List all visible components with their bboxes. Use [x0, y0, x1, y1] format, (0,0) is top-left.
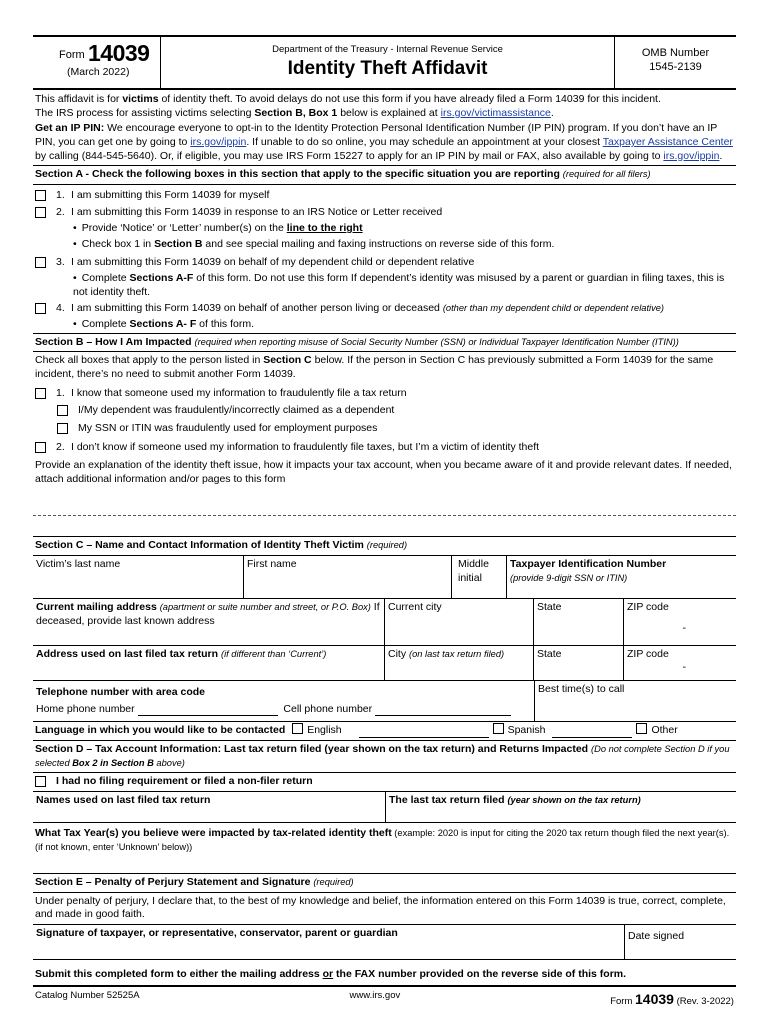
bullet-bold: Sections A- F: [129, 317, 197, 330]
first-name-label: First name: [247, 558, 297, 571]
checkbox-english[interactable]: [292, 723, 303, 734]
checkbox-other[interactable]: [636, 723, 647, 734]
item-text: I am submitting this Form 14039 in response to an IRS Notice or Letter received: [71, 206, 443, 219]
section-d-note: above): [153, 757, 185, 768]
ippin-text: We encourage everyone to opt-in to the Identity Protection Personal Identification Number (IP PIN) program. If you don’t have an IP PIN, you can get one by going to: [35, 122, 718, 148]
department: Department of the Treasury - Internal Revenue Service: [272, 44, 503, 55]
catalog-number: Catalog Number 52525A: [35, 989, 140, 1001]
form-word: Form: [59, 49, 85, 61]
language-line: [359, 737, 489, 738]
last-filed-note: (year shown on the tax return): [507, 794, 641, 805]
section-d-title: Section D – Tax Account Information: Last tax return filed (year shown on the tax return) and Returns Impacted: [35, 743, 589, 756]
zip2-label: ZIP code: [627, 648, 669, 661]
intro-bold: Section B, Box 1: [254, 106, 338, 119]
item-number: 1.: [56, 386, 65, 399]
names-used-row: [33, 792, 736, 823]
item-text: I know that someone used my information to fraudulently file a tax return: [71, 386, 407, 399]
last-address-row: [33, 646, 736, 681]
last-address-note: (if different than ‘Current’): [220, 649, 327, 660]
signature-row: [33, 925, 736, 960]
section-b-title: Section B – How I Am Impacted: [35, 335, 192, 348]
state-field[interactable]: [534, 599, 624, 645]
middle-initial-label: Middle initial: [458, 558, 489, 584]
bullet: [73, 318, 736, 332]
state-label: State: [537, 601, 562, 614]
city-field[interactable]: [385, 599, 534, 645]
item-text: My SSN or ITIN was fraudulently used for employment purposes: [78, 421, 378, 434]
city2-note: (on last tax return filed): [409, 649, 505, 660]
section-c-title: Section C – Name and Contact Information of Identity Theft Victim: [35, 539, 364, 552]
item-text: I don’t know if someone used my information to fraudulently file taxes, but I’m a victim of identity theft: [71, 441, 540, 454]
section-e-note: (required): [313, 876, 354, 887]
footer-rev: (Rev. 3-2022): [676, 995, 734, 1007]
section-b-heading: [33, 333, 736, 353]
middle-initial-field[interactable]: [452, 556, 507, 598]
name-row: [33, 556, 736, 599]
bullet: [73, 272, 736, 299]
footer-form-word: Form: [610, 995, 633, 1007]
footer-form-id: [610, 990, 734, 1008]
english-label: English: [307, 724, 342, 737]
form-footer: [33, 985, 736, 1011]
checkbox-b1[interactable]: [35, 388, 46, 399]
last-filed-label: The last tax return filed: [389, 793, 505, 806]
signature-label: Signature of taxpayer, or representative, conservator, parent or guardian: [36, 926, 398, 939]
mailing-note: (apartment or suite number and street, or P.O. Box): [159, 602, 371, 613]
form-number: 14039: [88, 40, 150, 66]
ippin-link[interactable]: irs.gov/ippin: [190, 135, 247, 148]
section-a-item-3: [33, 251, 736, 272]
section-b-text: Check all boxes that apply to the person listed in: [35, 354, 264, 367]
item-number: 2.: [56, 441, 65, 454]
explanation-prompt: Provide an explanation of the identity theft issue, how it impacts your tax account, when you became aware of it and provide relevant dates. If needed, attach additional information and/or pages to this form: [35, 459, 732, 485]
item-number: 3.: [56, 256, 65, 269]
checkbox-b2[interactable]: [35, 442, 46, 453]
tin-label: Taxpayer Identification Number: [510, 558, 667, 571]
intro-line1: [35, 93, 734, 107]
phone-row: [33, 681, 736, 722]
section-a-item-2-bullets: [33, 222, 736, 251]
best-time-label: Best time(s) to call: [538, 683, 625, 696]
bullet-text: and see special mailing and faxing instructions on reverse side of this form.: [202, 237, 555, 250]
other-label: Other: [651, 724, 678, 737]
cell-phone-label: Cell phone number: [283, 702, 373, 715]
footer-form-number: 14039: [635, 990, 674, 1007]
submit-instruction: [33, 960, 736, 985]
section-b-item-2: [33, 437, 736, 457]
section-d-heading: [33, 741, 736, 772]
item-number: 1.: [56, 188, 65, 201]
zip-field[interactable]: [624, 599, 736, 645]
mailing-row: [33, 599, 736, 646]
zip-label: ZIP code: [627, 601, 669, 614]
section-b-sub-1: [33, 402, 736, 420]
section-b-sub-2: [33, 420, 736, 438]
names-used-label: Names used on last filed tax return: [36, 793, 211, 806]
intro-text: .: [550, 106, 554, 119]
victim-assistance-link[interactable]: irs.gov/victimassistance: [440, 106, 551, 119]
section-a-item-4-bullets: [33, 318, 736, 333]
bullet: [73, 222, 736, 236]
submit-text: Submit this completed form to either the mailing address: [35, 967, 323, 980]
section-d-note: (Do not complete Section D if you selected: [35, 744, 730, 768]
section-b-item-1: [33, 384, 736, 403]
home-phone-label: Home phone number: [36, 702, 135, 715]
section-b-text: below. If the person in Section C has previously submitted a Form 14039 for the same incident, there’s no need to submit another Form 14039.: [35, 354, 714, 380]
section-a-item-4: [33, 299, 736, 318]
bullet-bold: Sections A-F: [129, 272, 194, 285]
state2-field[interactable]: [534, 646, 624, 680]
item-text: I am submitting this Form 14039 for myself: [71, 188, 270, 201]
ippin-paragraph: [35, 122, 734, 163]
checkbox-a2[interactable]: [35, 207, 46, 218]
phone-inputs: [36, 703, 531, 717]
intro-text: This affidavit is for: [35, 93, 123, 105]
form-date: (March 2022): [67, 66, 130, 78]
names-used-field[interactable]: [33, 792, 386, 822]
ippin-text: by calling (844-545-5640). Or, if eligible, you may use IRS Form 15227 to apply for an IP PIN by mail or FAX, also available by going to: [35, 149, 664, 162]
checkbox-nonfiler[interactable]: [35, 776, 46, 787]
bullet-text: Check box 1 in: [81, 237, 155, 250]
city-label: Current city: [388, 601, 442, 614]
first-name-field[interactable]: [244, 556, 452, 598]
nonfiler-label: I had no filing requirement or filed a non-filer return: [56, 775, 313, 788]
language-label: Language in which you would like to be contacted: [35, 724, 286, 737]
item-note: (other than my dependent child or dependent relative): [442, 303, 665, 314]
intro-text: below is explained at: [337, 106, 441, 119]
bullet-text: Provide ‘Notice’ or ‘Letter’ number(s) on the: [81, 222, 287, 235]
submit-or: or: [322, 967, 334, 980]
signature-field[interactable]: [33, 925, 625, 959]
perjury-statement: [33, 893, 736, 925]
omb-label: OMB Number: [641, 47, 710, 59]
nonfiler-row: [33, 772, 736, 792]
title-box: [161, 37, 615, 88]
section-b-note: (required when reporting misuse of Social Security Number (SSN) or Individual Taxpayer Identification Number (ITIN)): [194, 336, 679, 347]
intro-victims: victims: [122, 93, 159, 105]
section-a-title: Section A - Check the following boxes in this section that apply to the specific situation you are reporting: [35, 168, 560, 181]
phone-label: Telephone number with area code: [36, 686, 206, 699]
city2-field[interactable]: [385, 646, 534, 680]
intro: [33, 90, 736, 165]
section-c-note: (required): [366, 540, 408, 551]
checkbox-b1a[interactable]: [57, 405, 68, 416]
perjury-text: Under penalty of perjury, I declare that, to the best of my knowledge and belief, the information entered on this Form 14039 is true, correct, complete, and made in good faith.: [35, 894, 726, 921]
explanation-field[interactable]: [33, 515, 736, 516]
omb-box: [615, 37, 736, 88]
section-a-note: (required for all filers): [562, 169, 651, 180]
item-text: I/My dependent was fraudulently/incorrectly claimed as a dependent: [78, 404, 395, 417]
checkbox-spanish[interactable]: [493, 723, 504, 734]
section-a-item-3-bullets: [33, 272, 736, 299]
section-c-heading: [33, 536, 736, 556]
checkbox-a3[interactable]: [35, 257, 46, 268]
mailing-label: Current mailing address: [36, 601, 157, 614]
section-e-title: Section E – Penalty of Perjury Statement and Signature: [35, 875, 311, 888]
zip2-field[interactable]: [624, 646, 736, 680]
state2-label: State: [537, 648, 562, 661]
tax-years-note: (example: 2020 is input for citing the 2020 tax return though filed the next year(s). (if not known, enter ‘Unknown’ below)): [35, 827, 730, 852]
tax-years-label: What Tax Year(s) you believe were impacted by tax-related identity theft: [35, 826, 392, 839]
bullet-text: Complete: [81, 272, 130, 285]
city2-label: City: [388, 648, 407, 661]
last-filed-field[interactable]: [386, 792, 736, 822]
last-name-label: Victim’s last name: [36, 558, 121, 571]
bullet-text: of this form. Do not use this form If dependent’s identity was misused by a parent or guardian in filing taxes, this is not identity theft.: [73, 272, 725, 298]
bullet-bold: Section B: [154, 237, 203, 250]
intro-text: The IRS process for assisting victims selecting: [35, 106, 255, 119]
mailing-post: If deceased, provide last known address: [36, 601, 380, 627]
language-line: [552, 737, 632, 738]
zip2-dash: -: [682, 661, 686, 674]
tin-note: (provide 9-digit SSN or ITIN): [510, 572, 628, 583]
form-id-box: [33, 37, 161, 88]
irs-website: www.irs.gov: [349, 989, 401, 1001]
form-page: [33, 35, 736, 1015]
bullet: [73, 238, 736, 252]
form-title: Identity Theft Affidavit: [287, 58, 488, 79]
tac-link[interactable]: Taxpayer Assistance Center: [602, 135, 733, 148]
home-phone-input[interactable]: [138, 715, 278, 716]
tax-years-field[interactable]: [33, 823, 736, 874]
ippin-text: .: [719, 149, 723, 162]
best-time-field[interactable]: [535, 681, 736, 721]
section-a-heading: [33, 165, 736, 185]
section-d-note-bold: Box 2 in Section B: [72, 757, 154, 768]
checkbox-a4[interactable]: [35, 303, 46, 314]
ippin-text: . If unable to do so online, you may schedule an appointment at your closest: [246, 135, 603, 148]
language-row: [33, 722, 736, 741]
item-number: 2.: [56, 206, 65, 219]
bullet-text: of this form.: [196, 317, 255, 330]
intro-text: of identity theft. To avoid delays do not use this form if you have already filed a Form 14039 for this incident.: [158, 93, 661, 105]
zip-dash: -: [682, 622, 686, 635]
item-text: I am submitting this Form 14039 on behalf of my dependent child or dependent relative: [71, 256, 475, 269]
intro-line2: [35, 107, 734, 121]
section-b-bold: Section C: [263, 354, 312, 367]
date-signed-field[interactable]: [625, 925, 736, 959]
mailing-address-field[interactable]: [33, 599, 385, 645]
section-e-heading: [33, 874, 736, 893]
checkbox-a1[interactable]: [35, 190, 46, 201]
last-address-label: Address used on last filed tax return: [36, 648, 219, 661]
phone-block: [33, 681, 535, 721]
last-name-field[interactable]: [33, 556, 244, 598]
section-b-explain: [33, 457, 736, 488]
tin-field[interactable]: [507, 556, 736, 598]
form-header: [33, 35, 736, 90]
cell-phone-input[interactable]: [375, 715, 511, 716]
bullet-text: Complete: [81, 317, 130, 330]
item-text: I am submitting this Form 14039 on behalf of another person living or deceased: [71, 302, 440, 315]
ippin-link-2[interactable]: irs.gov/ippin: [663, 149, 720, 162]
item-number: 4.: [56, 302, 65, 315]
spanish-label: Spanish: [507, 724, 546, 737]
section-a-item-2: [33, 204, 736, 222]
omb-number: 1545-2139: [649, 61, 702, 74]
last-address-field[interactable]: [33, 646, 385, 680]
bullet-bold: line to the right: [286, 222, 363, 235]
submit-text: the FAX number provided on the reverse side of this form.: [333, 967, 627, 980]
date-signed-label: Date signed: [628, 929, 685, 942]
checkbox-b1b[interactable]: [57, 423, 68, 434]
ippin-heading: Get an IP PIN:: [35, 122, 105, 135]
section-b-intro: [33, 352, 736, 383]
section-a-item-1: [33, 185, 736, 205]
